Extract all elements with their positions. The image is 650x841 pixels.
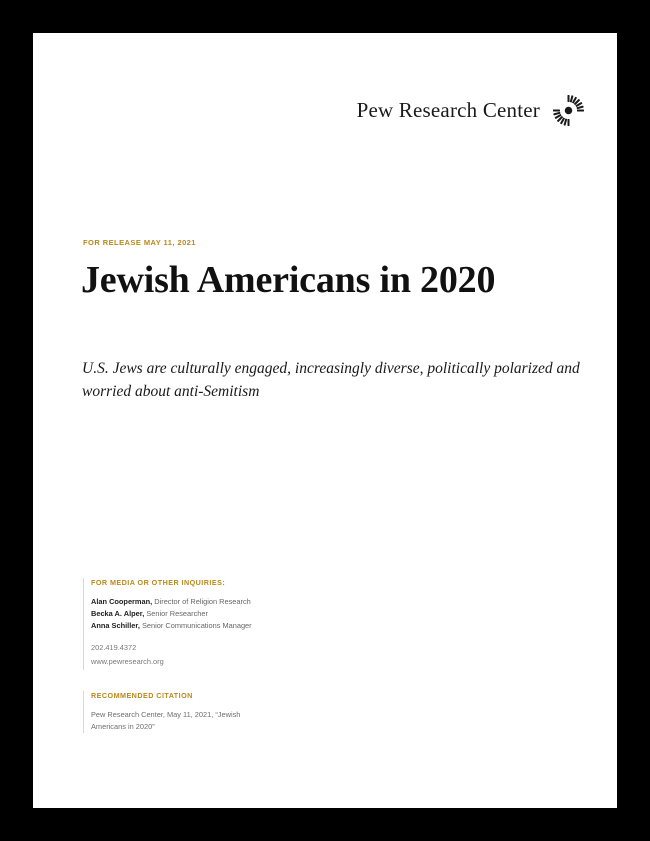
list-item xyxy=(91,620,391,632)
contact-role: Senior Researcher xyxy=(146,608,208,618)
recommended-citation-text: Pew Research Center, May 11, 2021, “Jewish Americans in 2020” xyxy=(91,710,241,731)
page-title: Jewish Americans in 2020 xyxy=(81,259,496,301)
document-page xyxy=(33,33,617,808)
contact-name: Becka A. Alper, xyxy=(91,608,145,618)
contact-name: Alan Cooperman, xyxy=(91,597,153,606)
organization-name: Pew Research Center xyxy=(356,98,540,122)
media-inquiries-block xyxy=(83,578,391,670)
media-inquiries-heading: FOR MEDIA OR OTHER INQUIRIES: xyxy=(91,578,226,587)
contact-misc xyxy=(91,641,391,670)
contact-phone: 202.419.4372 xyxy=(91,642,137,652)
list-item xyxy=(91,608,391,620)
contact-role: Senior Communications Manager xyxy=(141,620,252,630)
contact-role: Director of Religion Research xyxy=(154,597,251,606)
recommended-citation-block xyxy=(83,691,391,733)
pew-starburst-logo-icon xyxy=(553,95,584,126)
contact-name: Anna Schiller, xyxy=(91,620,140,630)
masthead xyxy=(357,95,584,126)
recommended-citation-heading: RECOMMENDED CITATION xyxy=(91,691,193,700)
release-date-line: FOR RELEASE MAY 11, 2021 xyxy=(83,238,196,247)
list-item xyxy=(91,596,391,608)
page-subtitle: U.S. Jews are culturally engaged, increasingly diverse, politically polarized and worried about anti-Semitism xyxy=(82,360,580,400)
contact-website[interactable]: www.pewresearch.org xyxy=(91,657,164,667)
